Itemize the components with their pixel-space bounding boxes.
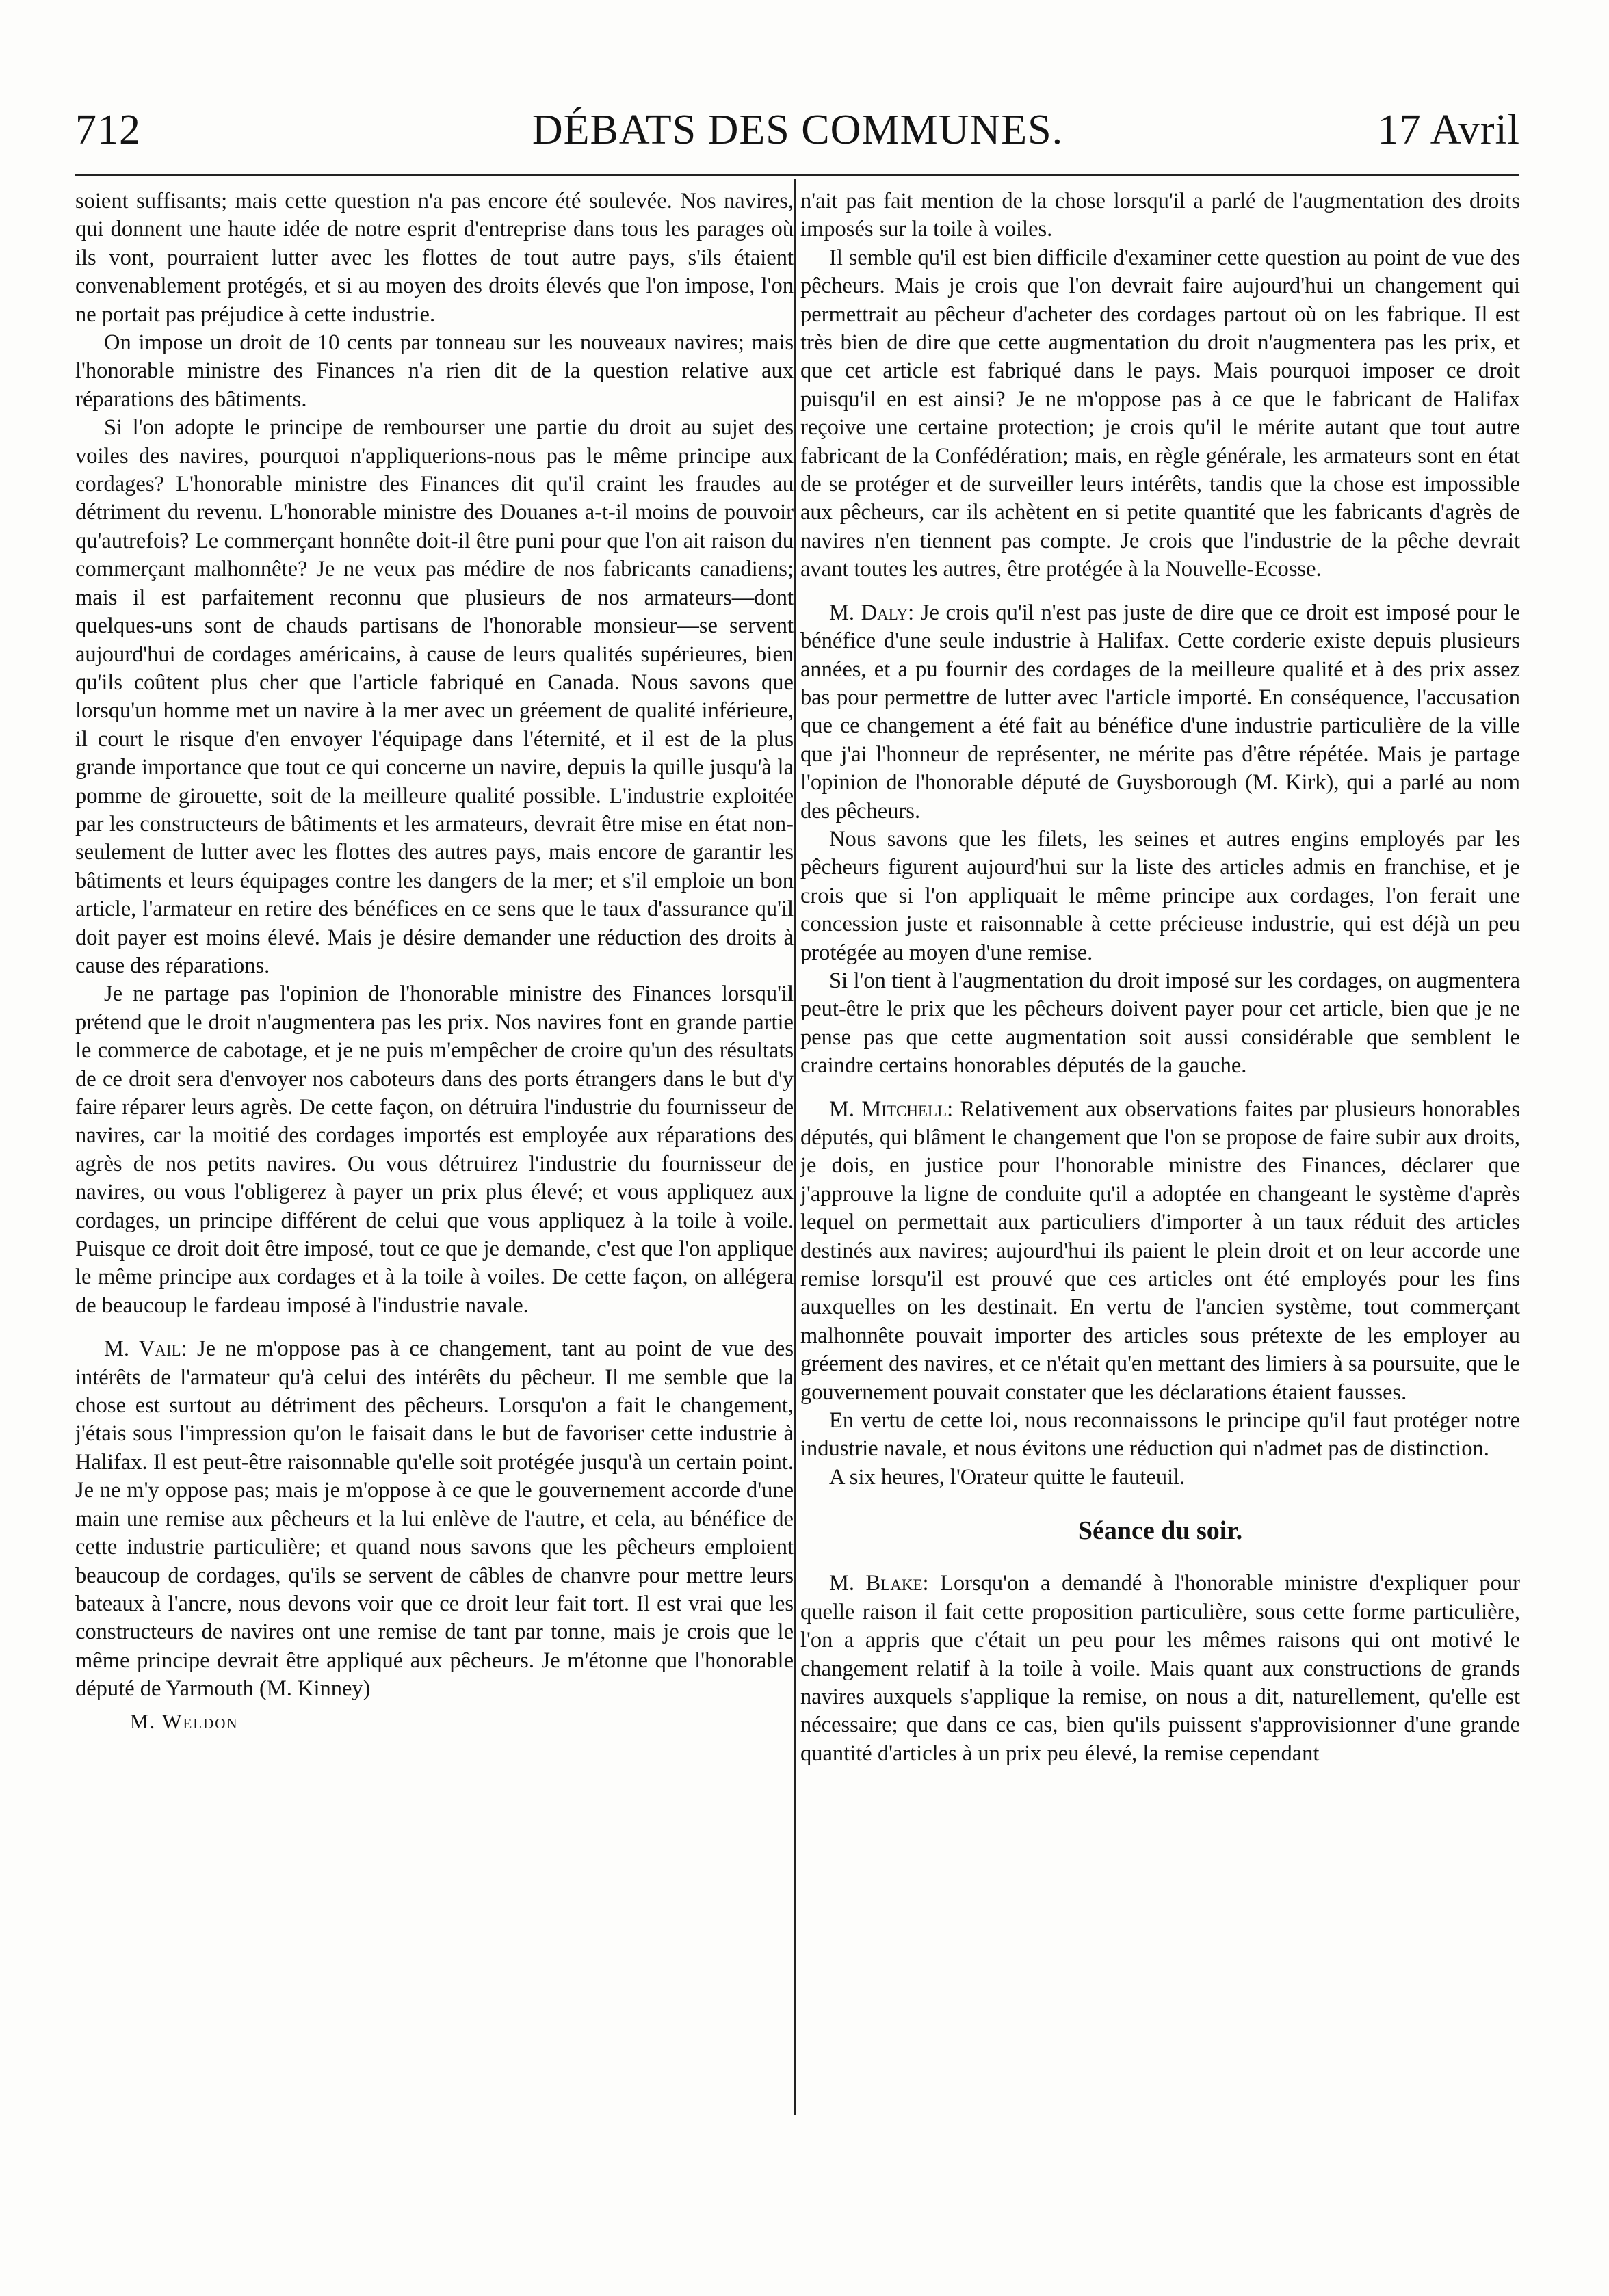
paragraph: Nous savons que les filets, les seines et autres engins employés par les pêcheurs figurent aujourd'hui sur la liste des articles admis en franchise, et je crois que si l'on appliquait le même principe aux cordages, l'on ferait une concession juste et raisonnable à cette précieuse industrie, qui est déjà un peu protégée au moyen d'une remise. xyxy=(800,826,1520,965)
header-date: 17 Avril xyxy=(1377,107,1520,153)
speech-daly xyxy=(800,599,1520,826)
speaker-name: M. Mitchell: xyxy=(829,1096,954,1122)
paragraph: On impose un droit de 10 cents par tonneau sur les nouveaux navires; mais l'honorable ministre des Finances n'a rien dit de la question relative aux réparations des bâtiments. xyxy=(75,330,794,412)
right-column xyxy=(800,187,1520,1768)
paragraph: Il semble qu'il est bien difficile d'examiner cette question au point de vue des pêcheurs. Mais je crois que l'on devrait faire aujourd'hui un changement qui permettrait au pêcheur d'acheter des cordages partout où on les fabrique. Il est très bien de dire que cette augmentation du droit n'augmentera pas les prix, et que cet article est fabriqué dans le pays. Mais pourquoi imposer ce droit puisqu'il en est ainsi? Je ne m'oppose pas à ce que le fabricant de Halifax reçoive une certaine protection; je crois qu'il le mérite autant que tout autre fabricant de la Confédération; mais, en règle générale, les armateurs sont en état de se protéger et de surveiller leurs intérêts, tandis que la chose est impossible aux pêcheurs, car ils achètent en si petite quantité que les fabricants d'agrès de navires n'en tiennent pas compte. Je crois que l'industrie de la pêche devrait avant toutes les autres, être protégée à la Nouvelle-Ecosse. xyxy=(800,245,1520,582)
left-column xyxy=(75,187,794,1736)
paragraph: soient suffisants; mais cette question n'a pas encore été soulevée. Nos navires, qui donnent une haute idée de notre esprit d'entreprise dans tous les parages où ils vont, pourraient lutter avec les flottes de tout autre pays, s'ils étaient convenablement protégés, et si au moyen des droits élevés que l'on impose, l'on ne portait pas préjudice à cette industrie. xyxy=(75,189,794,327)
speaker-name: M. Daly: xyxy=(829,600,915,625)
paragraph: En vertu de cette loi, nous reconnaissons le principe qu'il faut protéger notre industrie navale, et nous évitons une réduction qui n'admet pas de distinction. xyxy=(800,1408,1520,1462)
paragraph: n'ait pas fait mention de la chose lorsqu'il a parlé de l'augmentation des droits imposés sur la toile à voiles. xyxy=(800,189,1520,242)
paragraph: Si l'on tient à l'augmentation du droit imposé sur les cordages, on augmentera peut-être le prix que les pêcheurs doivent payer pour cet article, bien que je ne pense pas que cette augmentation soit aussi considérable que semblent le craindre certains honorables députés de la gauche. xyxy=(800,968,1520,1079)
paragraph: Je ne partage pas l'opinion de l'honorable ministre des Finances lorsqu'il prétend que le droit n'augmentera pas les prix. Nos navires font en grande partie le commerce de cabotage, et je ne puis m'empêcher de croire qu'un des résultats de ce droit sera d'envoyer nos caboteurs dans des ports étrangers dans le but d'y faire réparer leurs agrès. De cette façon, on détruira l'industrie du fournisseur de navires, car la moitié des cordages importés est employée aux réparations des agrès de nos petits navires. Ou vous détruirez l'industrie du fournisseur de navires, ou vous l'obligerez à payer un prix plus élevé; et vous appliquez aux cordages, un principe différent de celui que vous appliquez à la toile à voile. Puisque ce droit doit être imposé, tout ce que je demande, c'est que l'on applique le même principe aux cordages et à la toile à voiles. De cette façon, on allégera de beaucoup le fardeau imposé à l'industrie navale. xyxy=(75,981,794,1318)
speech-blake xyxy=(800,1570,1520,1768)
speech-text: Je crois qu'il n'est pas juste de dire que ce droit est imposé pour le bénéfice d'une seule industrie à Halifax. Cette corderie existe depuis plusieurs années, et a pu fournir des cordages de la meilleure qualité et à des prix assez bas pour permettre de lutter avec l'article importé. En conséquence, l'accusation que ce changement a été fait au bénéfice d'une industrie particulière de la ville que j'ai l'honneur de représenter, ne mérite pas d'être répétée. Mais je partage l'opinion de l'honorable député de Guysborough (M. Kirk), qui a parlé au nom des pêcheurs. xyxy=(800,600,1520,823)
page-number: 712 xyxy=(75,107,141,153)
speaker-name: M. Vail: xyxy=(104,1336,187,1362)
speech-text: Je ne m'oppose pas à ce changement, tant au point de vue des intérêts de l'armateur qu'à celui des intérêts du pêcheur. Il me semble que la chose est surtout au détriment des pêcheurs. Lorsqu'on a fait le changement, j'étais sous l'impression qu'on le faisait dans le but de favoriser cette industrie à Halifax. Il est peut-être raisonnable qu'elle soit protégée jusqu'à un certain point. Je ne m'y oppose pas; mais je m'oppose à ce que le gouvernement accorde d'une main une remise aux pêcheurs et la lui enlève de l'autre, et cela, au bénéfice de cette industrie particulière; et quand nous savons que les pêcheurs emploient beaucoup de cordages, qu'ils se servent de câbles de chanvre pour mettre leurs bateaux à l'ancre, nous devons voir que ce droit leur fait tort. Il est vrai que les constructeurs de navires ont une remise de tant par tonne, mais je crois que le même principe devrait être appliqué aux pêcheurs. Je m'étonne que l'honorable député de Yarmouth (M. Kinney) xyxy=(75,1336,794,1702)
speech-vail xyxy=(75,1335,794,1703)
page-header xyxy=(75,103,1520,157)
paragraph: Si l'on adopte le principe de rembourser une partie du droit au sujet des voiles des navires, pourquoi n'appliquerions-nous pas le même principe aux cordages? L'honorable ministre des Finances dit qu'il craint les fraudes au détriment du revenu. L'honorable ministre des Douanes a-t-il moins de pouvoir qu'autrefois? Le commerçant honnête doit-il être puni pour que l'on ait raison du commerçant malhonnête? Je ne veux pas médire de nos fabricants canadiens; mais il est parfaitement reconnu que plusieurs de nos armateurs—dont quelques-uns sont de chauds partisans de l'honorable monsieur—se servent aujourd'hui de cordages américains, à cause de leurs qualités supérieures, bien qu'ils coûtent plus cher que l'article fabriqué en Canada. Nous savons que lorsqu'un homme met un navire à la mer avec un gréement de qualité inférieure, il court le risque d'en envoyer l'équipage dans l'éternité, et il est de la plus grande importance que tout ce qui concerne un navire, depuis la quille jusqu'à la pomme de girouette, soit de la meilleure qualité possible. L'industrie exploitée par les constructeurs de bâtiments et les armateurs, devrait être mise en état non-seulement de lutter avec les flottes des autres pays, mais encore de garantir les bâtiments et leurs équipages contre les dangers de la mer; et s'il emploie un bon article, l'armateur en retire des bénéfices en ce sens que le taux d'assurance qu'il doit payer est moins élevé. Mais je désire demander une réduction des droits à cause des réparations. xyxy=(75,415,794,978)
header-rule xyxy=(75,174,1519,176)
speech-mitchell xyxy=(800,1096,1520,1407)
column-divider xyxy=(794,179,796,2115)
catchword: M. Weldon xyxy=(130,1710,239,1733)
speech-text: Lorsqu'on a demandé à l'honorable ministre d'expliquer pour quelle raison il fait cette proposition particulière, sous cette forme particulière, l'on a appris que c'était un peu pour les mêmes raisons qui ont motivé le changement relatif à la toile à voile. Mais quant aux constructions de grands navires auxquels s'applique la remise, on nous a dit, naturellement, qu'elle est nécessaire; que dans ce cas, bien qu'ils puissent s'approvisionner d'une grande quantité d'articles à un prix peu élevé, la remise cependant xyxy=(800,1571,1520,1766)
paragraph: A six heures, l'Orateur quitte le fauteuil. xyxy=(829,1464,1186,1490)
speech-text: Relativement aux observations faites par plusieurs honorables députés, qui blâment le changement que l'on se propose de faire subir aux droits, je dois, en justice pour l'honorable ministre des Finances, déclarer que j'approuve la ligne de conduite qu'il a adoptée en changeant le système d'après lequel on permettait aux particuliers d'importer à un taux réduit des articles destinés aux navires; aujourd'hui ils paient le plein droit et on leur accorde une remise lorsqu'il est prouvé que ces articles ont été employés pour les fins auxquelles on les destinait. En vertu de l'ancien système, tout commerçant malhonnête pouvait importer des articles sous prétexte de les employer au gréement des navires, et ce n'était qu'en mettant des limiers à sa poursuite, que le gouvernement pouvait constater que les déclarations étaient fausses. xyxy=(800,1096,1520,1405)
running-title: DÉBATS DES COMMUNES. xyxy=(532,107,1064,153)
section-title: Séance du soir. xyxy=(1077,1516,1243,1546)
speaker-name: M. Blake: xyxy=(829,1571,929,1596)
